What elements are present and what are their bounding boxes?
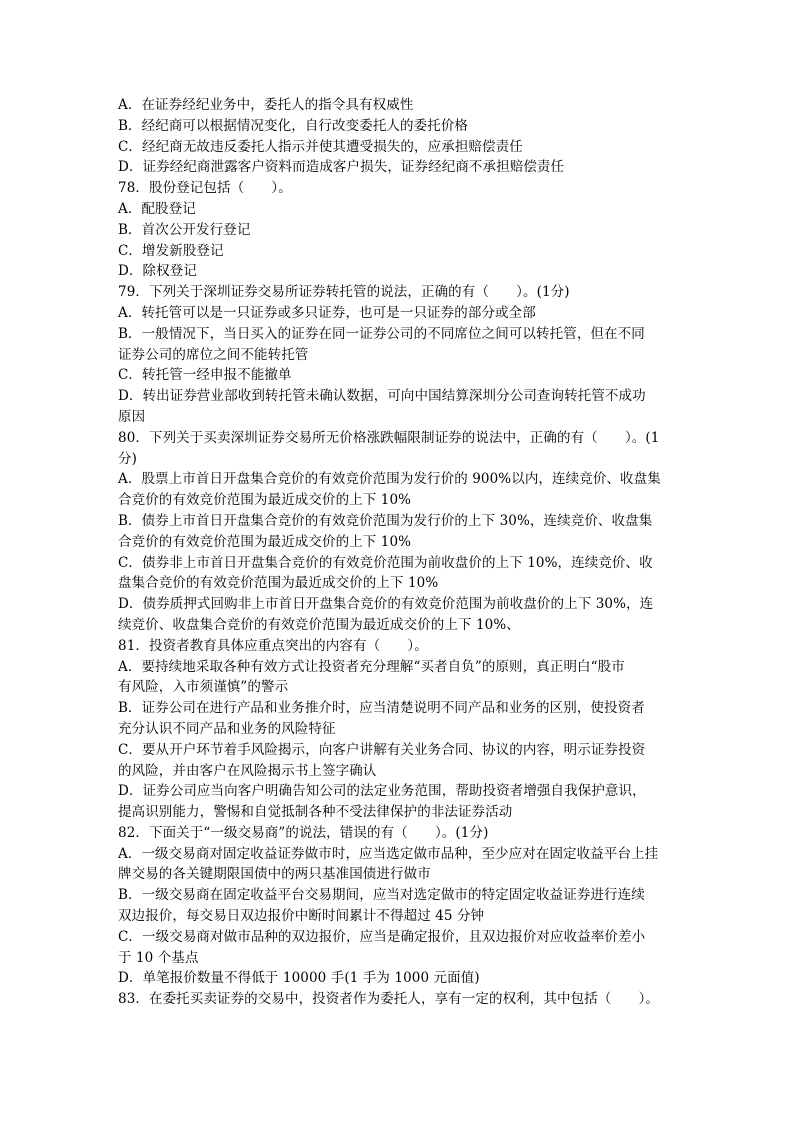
text-line: A．转托管可以是一只证券或多只证券，也可是一只证券的部分或全部 — [118, 304, 536, 321]
text-line: 83．在委托买卖证券的交易中，投资者作为委托人，享有一定的权利，其中包括（ ）。 — [118, 991, 660, 1008]
text-line: D．除权登记 — [118, 263, 197, 280]
text-line: 81．投资者教育具体应重点突出的内容有（ ）。 — [118, 637, 428, 654]
text-line: C．转托管一经申报不能撤单 — [118, 367, 292, 384]
text-line: 80．下列关于买卖深圳证券交易所无价格涨跌幅限制证券的说法中，正确的有（ ）。(1 — [118, 429, 660, 446]
text-line: D．债券质押式回购非上市首日开盘集合竞价的有效竞价范围为前收盘价的上下 30%，连 — [118, 596, 654, 613]
text-line: 原因 — [118, 408, 146, 425]
document-page — [118, 95, 678, 1010]
text-line: C．债券非上市首日开盘集合竞价的有效竞价范围为前收盘价的上下 10%，连续竞价、收 — [118, 554, 653, 571]
text-line: D．证券经纪商泄露客户资料而造成客户损失，证券经纪商不承担赔偿责任 — [118, 159, 565, 176]
text-line: 79．下列关于深圳证券交易所证券转托管的说法，正确的有（ ）。(1分) — [118, 284, 570, 301]
text-line: 的风险，并由客户在风险揭示书上签字确认 — [118, 762, 377, 779]
text-line: C．增发新股登记 — [118, 242, 224, 259]
text-line: D．证券公司应当向客户明确告知公司的法定业务范围，帮助投资者增强自我保护意识， — [118, 783, 646, 800]
text-line: A．在证券经纪业务中，委托人的指令具有权威性 — [118, 97, 414, 113]
text-line: 78．股份登记包括（ ）。 — [118, 180, 292, 197]
text-line: 合竞价的有效竞价范围为最近成交价的上下 10% — [118, 492, 412, 509]
text-line: B．债券上市首日开盘集合竞价的有效竞价范围为发行价的上下 30%，连续竞价、收盘集 — [118, 512, 653, 529]
text-line: 牌交易的各关键期限国债中的两只基准国债进行做市 — [118, 866, 431, 883]
text-line: 82．下面关于“一级交易商”的说法，错误的有（ ）。(1分) — [118, 824, 489, 841]
text-line: 合竞价的有效竞价范围为最近成交价的上下 10% — [118, 533, 412, 550]
text-line: A．一级交易商对固定收益证券做市时，应当选定做市品种，至少应对在固定收益平台上挂 — [118, 845, 659, 862]
text-line: 充分认识不同产品和业务的风险特征 — [118, 720, 336, 737]
text-line: D．转出证券营业部收到转托管未确认数据，可向中国结算深圳分公司查询转托管不成功 — [118, 388, 646, 405]
text-line: B．一般情况下，当日买入的证券在同一证券公司的不同席位之间可以转托管，但在不同 — [118, 325, 645, 342]
text-line: 于 10 个基点 — [118, 949, 199, 966]
text-line: B．经纪商可以根据情况变化，自行改变委托人的委托价格 — [118, 117, 469, 134]
text-line: B．证券公司在进行产品和业务推介时，应当清楚说明不同产品和业务的区别，使投资者 — [118, 700, 645, 717]
text-line: D．单笔报价数量不得低于 10000 手(1 手为 1000 元面值) — [118, 970, 480, 987]
text-line: C．一级交易商对做市品种的双边报价，应当是确定报价，且双边报价对应收益率价差小 — [118, 928, 646, 945]
text-line: 分) — [118, 450, 137, 467]
text-line: 提高识别能力，警惕和自觉抵制各种不受法律保护的非法证券活动 — [118, 804, 513, 821]
text-line: C．要从开户环节着手风险揭示，向客户讲解有关业务合同、协议的内容，明示证券投资 — [118, 741, 646, 758]
text-line: A．要持续地采取各种有效方式让投资者充分理解“买者自负”的原则，真正明白“股市 — [118, 658, 625, 675]
text-line: 证券公司的席位之间不能转托管 — [118, 346, 309, 363]
text-line: A．配股登记 — [118, 200, 196, 217]
text-line: 盘集合竞价的有效竞价范围为最近成交价的上下 10% — [118, 575, 439, 592]
text-line: 续竞价、收盘集合竞价的有效竞价范围为最近成交价的上下 10%、 — [118, 616, 520, 633]
text-line: B．首次公开发行登记 — [118, 221, 251, 238]
text-line: A．股票上市首日开盘集合竞价的有效竞价范围为发行价的 900%以内，连续竞价、收盘集 — [118, 471, 661, 488]
text-line: 有风险，入市须谨慎”的警示 — [118, 679, 289, 696]
text-line: B．一级交易商在固定收益平台交易期间，应当对选定做市的特定固定收益证券进行连续 — [118, 887, 645, 904]
text-line: C．经纪商无故违反委托人指示并使其遭受损失的，应承担赔偿责任 — [118, 138, 523, 155]
text-line: 双边报价，每交易日双边报价中断时间累计不得超过 45 分钟 — [118, 908, 485, 925]
